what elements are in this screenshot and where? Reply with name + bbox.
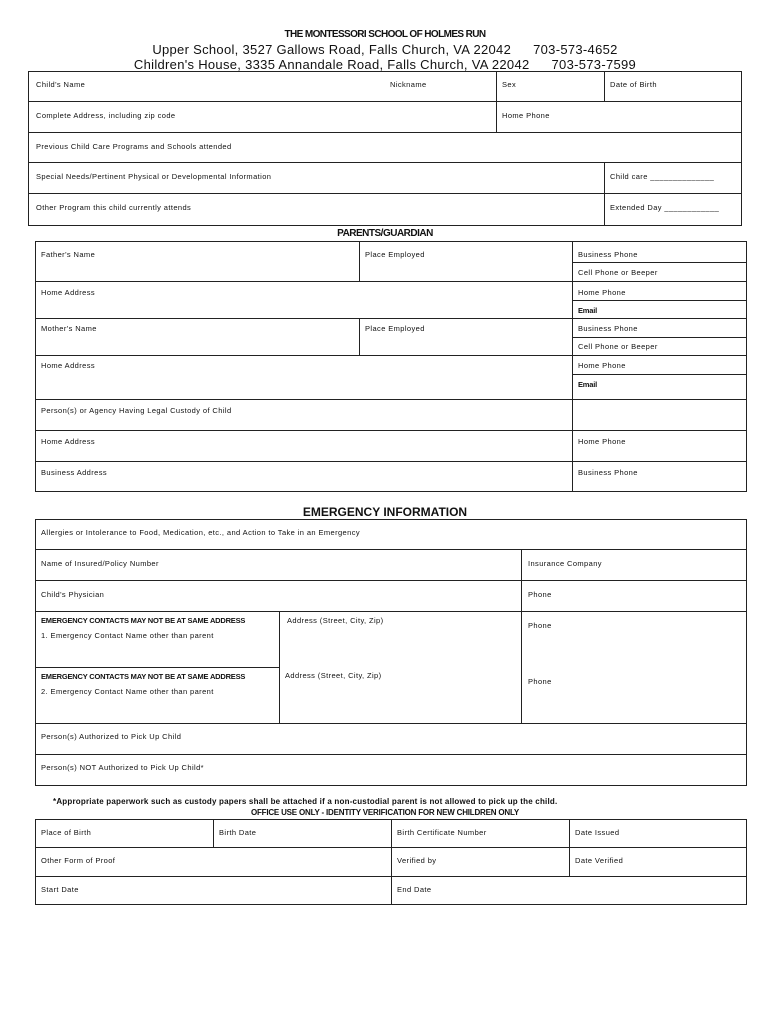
allergies-field[interactable]: Allergies or Intolerance to Food, Medication, etc., and Action to Take in an Emergency	[41, 528, 361, 537]
divider	[35, 611, 747, 612]
mother-email-field[interactable]: Email	[578, 380, 598, 389]
divider	[569, 819, 570, 876]
school-title: THE MONTESSORI SCHOOL OF HOLMES RUN	[284, 29, 486, 40]
other-program-field[interactable]: Other Program this child currently attends	[36, 203, 192, 212]
insured-policy-field[interactable]: Name of Insured/Policy Number	[41, 559, 159, 568]
fathers-name-field[interactable]: Father's Name	[41, 250, 96, 259]
legal-custody-field[interactable]: Person(s) or Agency Having Legal Custody of Child	[41, 406, 232, 415]
divider	[35, 461, 747, 462]
divider	[604, 71, 605, 101]
mother-business-phone-field[interactable]: Business Phone	[578, 324, 638, 333]
contact-2-phone-field[interactable]: Phone	[528, 677, 552, 686]
custody-home-address-field[interactable]: Home Address	[41, 437, 95, 446]
upper-school-phone: 703-573-4652	[533, 42, 618, 57]
emergency-contact-1-field[interactable]: 1. Emergency Contact Name other than parent	[41, 631, 214, 640]
physician-phone-field[interactable]: Phone	[528, 590, 552, 599]
divider	[28, 132, 742, 133]
upper-school-line	[0, 42, 770, 57]
childrens-house-address: Children's House, 3335 Annandale Road, Falls Church, VA 22042	[133, 57, 530, 72]
birth-date-field[interactable]: Birth Date	[219, 828, 257, 837]
complete-address-field[interactable]: Complete Address, including zip code	[36, 111, 176, 120]
custody-footnote: *Appropriate paperwork such as custody papers shall be attached if a non-custodial parent is not allowed to pick up the child.	[53, 797, 558, 806]
verified-by-field[interactable]: Verified by	[397, 856, 437, 865]
mothers-name-field[interactable]: Mother's Name	[41, 324, 97, 333]
mother-place-employed-field[interactable]: Place Employed	[365, 324, 425, 333]
divider	[496, 71, 497, 132]
divider	[35, 754, 747, 755]
divider	[359, 241, 360, 281]
emergency-contact-2-field[interactable]: 2. Emergency Contact Name other than parent	[41, 687, 214, 696]
date-of-birth-field[interactable]: Date of Birth	[610, 80, 657, 89]
date-verified-field[interactable]: Date Verified	[575, 856, 624, 865]
divider	[35, 667, 279, 668]
contact-2-address-field[interactable]: Address (Street, City, Zip)	[285, 671, 382, 680]
start-date-field[interactable]: Start Date	[41, 885, 79, 894]
office-use-heading: OFFICE USE ONLY - IDENTITY VERIFICATION FOR NEW CHILDREN ONLY	[250, 808, 520, 817]
divider	[35, 281, 747, 282]
father-cell-phone-field[interactable]: Cell Phone or Beeper	[578, 268, 658, 277]
divider	[35, 430, 747, 431]
divider	[572, 262, 747, 263]
childrens-house-line	[0, 57, 770, 72]
special-needs-field[interactable]: Special Needs/Pertinent Physical or Developmental Information	[36, 172, 272, 181]
father-place-employed-field[interactable]: Place Employed	[365, 250, 425, 259]
childs-name-field[interactable]: Child's Name	[36, 80, 86, 89]
divider	[35, 318, 747, 319]
divider	[572, 300, 747, 301]
divider	[572, 241, 573, 492]
sex-field[interactable]: Sex	[502, 80, 517, 89]
mother-home-phone-field[interactable]: Home Phone	[578, 361, 626, 370]
childrens-house-phone: 703-573-7599	[551, 57, 637, 72]
contacts-address-note: EMERGENCY CONTACTS MAY NOT BE AT SAME ADDRESS	[41, 616, 246, 625]
contacts-address-note-2: EMERGENCY CONTACTS MAY NOT BE AT SAME ADDRESS	[41, 672, 246, 681]
divider	[279, 611, 280, 723]
emergency-info-heading: EMERGENCY INFORMATION	[302, 505, 468, 519]
not-authorized-pickup-field[interactable]: Person(s) NOT Authorized to Pick Up Child*	[41, 763, 204, 772]
authorized-pickup-field[interactable]: Person(s) Authorized to Pick Up Child	[41, 732, 182, 741]
custody-business-phone-field[interactable]: Business Phone	[578, 468, 638, 477]
divider	[35, 399, 747, 400]
child-home-phone-field[interactable]: Home Phone	[502, 111, 550, 120]
parents-table	[35, 241, 747, 492]
previous-programs-field[interactable]: Previous Child Care Programs and Schools attended	[36, 142, 232, 151]
date-issued-field[interactable]: Date Issued	[575, 828, 620, 837]
mother-home-address-field[interactable]: Home Address	[41, 361, 95, 370]
custody-home-phone-field[interactable]: Home Phone	[578, 437, 626, 446]
divider	[572, 337, 747, 338]
father-home-phone-field[interactable]: Home Phone	[578, 288, 626, 297]
divider	[35, 549, 747, 550]
divider	[28, 101, 742, 102]
divider	[28, 162, 742, 163]
divider	[604, 162, 605, 226]
divider	[35, 723, 747, 724]
contact-1-phone-field[interactable]: Phone	[528, 621, 552, 630]
physician-field[interactable]: Child's Physician	[41, 590, 105, 599]
father-business-phone-field[interactable]: Business Phone	[578, 250, 638, 259]
divider	[359, 318, 360, 355]
mother-cell-phone-field[interactable]: Cell Phone or Beeper	[578, 342, 658, 351]
birth-certificate-field[interactable]: Birth Certificate Number	[397, 828, 487, 837]
insurance-company-field[interactable]: Insurance Company	[528, 559, 602, 568]
business-address-field[interactable]: Business Address	[41, 468, 108, 477]
divider	[35, 355, 747, 356]
divider	[572, 374, 747, 375]
end-date-field[interactable]: End Date	[397, 885, 432, 894]
nickname-field[interactable]: Nickname	[390, 80, 427, 89]
contact-1-address-field[interactable]: Address (Street, City, Zip)	[287, 616, 384, 625]
divider	[28, 193, 742, 194]
other-proof-field[interactable]: Other Form of Proof	[41, 856, 116, 865]
extended-day-field[interactable]: Extended Day ____________	[610, 203, 720, 212]
divider	[213, 819, 214, 847]
divider	[35, 580, 747, 581]
parents-guardian-heading: PARENTS/GUARDIAN	[337, 228, 433, 239]
child-care-field[interactable]: Child care ______________	[610, 172, 715, 181]
divider	[521, 549, 522, 723]
place-of-birth-field[interactable]: Place of Birth	[41, 828, 92, 837]
divider	[391, 819, 392, 905]
father-email-field[interactable]: Email	[578, 306, 598, 315]
father-home-address-field[interactable]: Home Address	[41, 288, 95, 297]
upper-school-address: Upper School, 3527 Gallows Road, Falls Church, VA 22042	[152, 42, 512, 57]
